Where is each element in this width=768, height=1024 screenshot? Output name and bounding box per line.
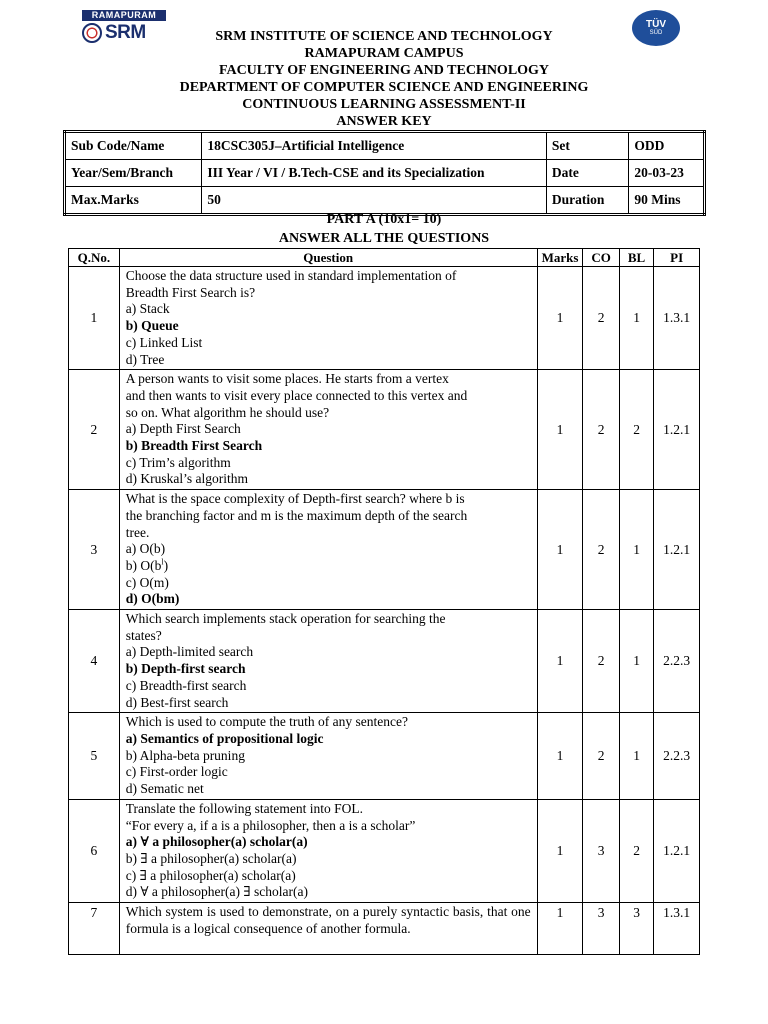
header-marks: Marks: [537, 249, 583, 267]
year-value: III Year / VI / B.Tech-CSE and its Specialization: [202, 160, 547, 187]
question-text: [119, 370, 537, 490]
header-co: CO: [583, 249, 620, 267]
option-d: d) ∀ a philosopher(a) ∃ scholar(a): [125, 884, 308, 900]
question-text: [119, 713, 537, 800]
option-b-correct: b) Depth-first search: [125, 661, 246, 677]
duration-value: 90 Mins: [629, 187, 705, 215]
option-d: d) Best-first search: [125, 694, 229, 710]
question-number: 6: [69, 799, 120, 902]
questions-table: [68, 248, 700, 955]
co-cell: 3: [583, 799, 620, 902]
bl-cell: 1: [619, 713, 653, 800]
table-row: [69, 903, 700, 955]
header-question: Question: [119, 249, 537, 267]
question-line: Which search implements stack operation for searching the: [125, 611, 446, 627]
option-b-close: ): [163, 557, 169, 573]
sub-code-label: Sub Code/Name: [65, 132, 202, 160]
question-line: Breadth First Search is?: [125, 284, 256, 300]
co-cell: 2: [583, 370, 620, 490]
option-d-correct: d) O(bm): [125, 591, 180, 607]
institute-name: SRM INSTITUTE OF SCIENCE AND TECHNOLOGY: [215, 29, 553, 44]
co-cell: 2: [583, 267, 620, 370]
set-value: ODD: [629, 132, 705, 160]
option-b-correct: b) Breadth First Search: [125, 438, 263, 454]
question-number: 4: [69, 610, 120, 713]
option-b: [126, 558, 531, 575]
answer-key-title: ANSWER KEY: [336, 114, 432, 129]
question-line: states?: [125, 627, 162, 643]
option-b: b) ∃ a philosopher(a) scholar(a): [125, 850, 297, 866]
option-b-correct: b) Queue: [125, 318, 179, 334]
option-a: a) O(b): [125, 541, 166, 557]
bl-cell: 2: [619, 370, 653, 490]
bl-cell: 3: [619, 903, 653, 955]
max-marks-value: 50: [202, 187, 547, 215]
question-line: tree.: [125, 524, 150, 540]
bl-cell: 1: [619, 610, 653, 713]
co-cell: 2: [583, 610, 620, 713]
year-label: Year/Sem/Branch: [65, 160, 202, 187]
part-a-subtitle: ANSWER ALL THE QUESTIONS: [278, 231, 490, 246]
option-c: c) Breadth-first search: [125, 677, 247, 693]
marks-cell: 1: [537, 267, 583, 370]
table-row: [69, 799, 700, 902]
co-cell: 2: [583, 713, 620, 800]
faculty-name: FACULTY OF ENGINEERING AND TECHNOLOGY: [218, 63, 550, 78]
tuv-logo-word: TÜV: [646, 18, 666, 30]
option-a-correct: a) ∀ a philosopher(a) scholar(a): [125, 834, 308, 850]
option-c: c) Trim’s algorithm: [125, 454, 231, 470]
question-line: Which is used to compute the truth of any sentence?: [125, 714, 409, 730]
option-b: b) Alpha-beta pruning: [125, 747, 245, 763]
header-bl: BL: [619, 249, 653, 267]
date-label: Date: [546, 160, 628, 187]
option-d: d) Kruskal’s algorithm: [125, 471, 248, 487]
table-row: [69, 610, 700, 713]
campus-name: RAMAPURAM CAMPUS: [304, 46, 464, 61]
bl-cell: 1: [619, 490, 653, 610]
question-line: What is the space complexity of Depth-first search? where b is: [125, 491, 465, 507]
option-a: a) Stack: [125, 301, 170, 317]
table-row: [69, 370, 700, 490]
option-c: c) First-order logic: [125, 764, 228, 780]
max-marks-label: Max.Marks: [65, 187, 202, 215]
question-text: [119, 799, 537, 902]
option-a-correct: a) Semantics of propositional logic: [125, 730, 324, 746]
marks-cell: 1: [537, 713, 583, 800]
question-line: “For every a, if a is a philosopher, then a is a scholar”: [125, 817, 416, 833]
question-line: and then wants to visit every place connected to this vertex and: [125, 387, 468, 403]
question-line: Translate the following statement into FOL.: [125, 800, 363, 816]
duration-label: Duration: [546, 187, 628, 215]
marks-cell: 1: [537, 799, 583, 902]
header-pi: PI: [654, 249, 700, 267]
assessment-name: CONTINUOUS LEARNING ASSESSMENT-II: [242, 97, 526, 112]
marks-cell: 1: [537, 610, 583, 713]
co-cell: 2: [583, 490, 620, 610]
header-qno: Q.No.: [69, 249, 120, 267]
logo-word: SRM: [105, 21, 146, 43]
pi-cell: 1.2.1: [654, 799, 700, 902]
co-cell: 3: [583, 903, 620, 955]
table-row: [69, 713, 700, 800]
question-number: 5: [69, 713, 120, 800]
option-a: a) Depth First Search: [125, 421, 241, 437]
marks-cell: 1: [537, 490, 583, 610]
option-d: d) Sematic net: [125, 781, 204, 797]
question-text: [119, 903, 537, 955]
question-line: Choose the data structure used in standard implementation of: [125, 268, 457, 283]
logo-band-text: RAMAPURAM: [82, 10, 166, 21]
question-line: so on. What algorithm he should use?: [125, 404, 330, 420]
question-number: 7: [69, 903, 120, 955]
table-row: [69, 490, 700, 610]
question-text: [119, 610, 537, 713]
department-name: DEPARTMENT OF COMPUTER SCIENCE AND ENGINEERING: [179, 80, 589, 95]
pi-cell: 1.3.1: [654, 267, 700, 370]
option-c: c) O(m): [125, 574, 169, 590]
bl-cell: 1: [619, 267, 653, 370]
tuv-logo-sub: SÜD: [649, 29, 663, 36]
question-number: 1: [69, 267, 120, 370]
question-number: 2: [69, 370, 120, 490]
exam-info-table: [63, 130, 706, 216]
pi-cell: 2.2.3: [654, 713, 700, 800]
table-row: [69, 267, 700, 370]
bl-cell: 2: [619, 799, 653, 902]
pi-cell: 1.2.1: [654, 370, 700, 490]
question-text: [119, 490, 537, 610]
document-header: [0, 28, 768, 130]
pi-cell: 1.2.1: [654, 490, 700, 610]
sub-code-value: 18CSC305J–Artificial Intelligence: [202, 132, 547, 160]
date-value: 20-03-23: [629, 160, 705, 187]
option-b-superscript: l: [161, 557, 164, 567]
pi-cell: 2.2.3: [654, 610, 700, 713]
option-c: c) ∃ a philosopher(a) scholar(a): [125, 867, 296, 883]
option-a: a) Depth-limited search: [125, 644, 254, 660]
part-a-heading: [0, 210, 768, 248]
marks-cell: 1: [537, 370, 583, 490]
question-paragraph: Which system is used to demonstrate, on a purely syntactic basis, that one formula is a logical consequence of another formula.: [125, 904, 531, 936]
question-number: 3: [69, 490, 120, 610]
question-line: A person wants to visit some places. He starts from a vertex: [125, 371, 449, 387]
question-line: the branching factor and m is the maximum depth of the search: [125, 507, 468, 523]
question-text: [119, 267, 537, 370]
option-c: c) Linked List: [125, 334, 203, 350]
part-a-title: PART A (10x1= 10): [326, 212, 442, 227]
option-b-text: b) O(b: [125, 557, 162, 573]
set-label: Set: [546, 132, 628, 160]
option-d: d) Tree: [125, 351, 165, 367]
pi-cell: 1.3.1: [654, 903, 700, 955]
marks-cell: 1: [537, 903, 583, 955]
